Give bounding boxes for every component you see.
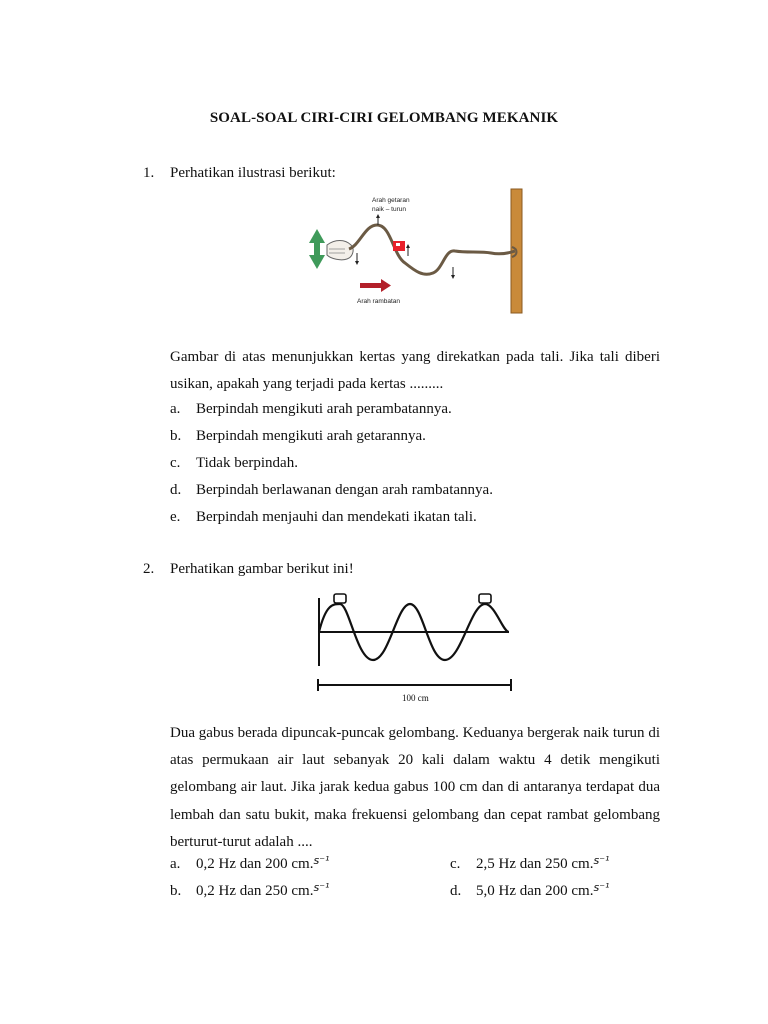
hand-icon [327,241,353,260]
q2-option-c[interactable] [450,856,609,873]
propagation-label: Arah rambatan [357,298,400,305]
propagation-arrow-icon [360,279,391,292]
unit-suffix: s⁻¹ [313,854,330,867]
q1-option-d[interactable] [170,482,493,499]
rope-wave-illustration [305,185,530,315]
cork-wave-illustration [305,590,530,710]
question-1-prompt: Perhatikan ilustrasi berikut: [170,165,336,181]
question-2-number: 2. [143,561,155,577]
cork-left [334,594,346,603]
question-1-number: 1. [143,165,155,181]
option-letter: a. [170,401,181,417]
q1-option-b[interactable] [170,428,426,445]
q2-option-b[interactable] [170,883,329,900]
option-text: 0,2 Hz dan 250 cm. [196,883,314,899]
q2-option-a[interactable] [170,856,329,873]
option-letter: b. [170,883,182,899]
q1-option-e[interactable] [170,509,477,526]
q1-option-c[interactable] [170,455,298,472]
question-2-prompt: Perhatikan gambar berikut ini! [170,561,354,577]
option-letter: c. [450,856,461,872]
option-letter: c. [170,455,181,471]
option-letter: d. [170,482,182,498]
page-title: SOAL-SOAL CIRI-CIRI GELOMBANG MEKANIK [209,110,559,126]
rope-wave [349,225,515,274]
unit-suffix: s⁻¹ [593,881,610,894]
option-letter: e. [170,509,181,525]
option-text: Berpindah mengikuti arah perambatannya. [196,401,452,417]
option-text: 5,0 Hz dan 200 cm. [476,883,594,899]
option-letter: d. [450,883,462,899]
vibration-label-line2: naik – turun [372,206,406,213]
option-text: 2,5 Hz dan 250 cm. [476,856,594,872]
vibration-arrow-icon [309,229,325,269]
option-text: Berpindah mengikuti arah getarannya. [196,428,426,444]
vibration-label-line1: Arah getaran [372,197,410,204]
unit-suffix: s⁻¹ [313,881,330,894]
distance-label: 100 cm [402,693,429,703]
option-text: Berpindah menjauhi dan mendekati ikatan tali. [196,509,477,525]
question-1-body: Gambar di atas menunjukkan kertas yang direkatkan pada tali. Jika tali diberi usikan, apakah yang terjadi pada kertas ......... [170,349,660,393]
option-text: Berpindah berlawanan dengan arah rambatannya. [196,482,493,498]
question-2-body: Dua gabus berada dipuncak-puncak gelombang. Keduanya bergerak naik turun di atas permukaan air laut sebanyak 20 kali dalam waktu 4 detik mengikuti gelombang air laut. Jika jarak kedua gabus 100 cm dan di antaranya terdapat dua lembah dan satu bukit, maka frekuensi gelombang dan cepat rambat gelombang berturut-turut adalah .... [170,725,660,850]
q2-option-d[interactable] [450,883,609,900]
q1-option-a[interactable] [170,401,452,418]
cork-right [479,594,491,603]
unit-suffix: s⁻¹ [593,854,610,867]
option-letter: a. [170,856,181,872]
option-letter: b. [170,428,182,444]
option-text: Tidak berpindah. [196,455,298,471]
option-text: 0,2 Hz dan 200 cm. [196,856,314,872]
